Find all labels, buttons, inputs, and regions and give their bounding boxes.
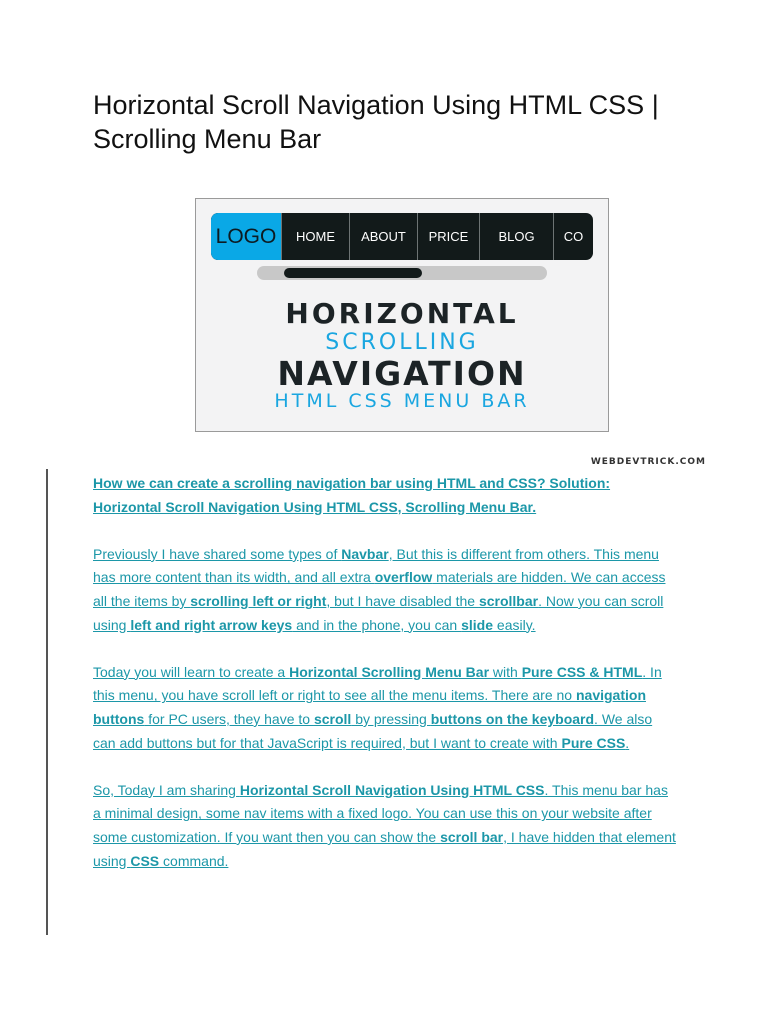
keyword-link[interactable]: left and right arrow keys	[130, 616, 293, 633]
paragraph-link-text[interactable]: by pressing	[351, 710, 431, 727]
demo-scroll-thumb	[284, 268, 422, 278]
keyword-link[interactable]: Pure CSS	[561, 734, 626, 751]
paragraph-link-text[interactable]: easily.	[493, 616, 536, 633]
article-paragraph[interactable]	[93, 543, 678, 637]
page-title: Horizontal Scroll Navigation Using HTML CSS | Scrolling Menu Bar	[93, 90, 659, 154]
paragraph-link-text[interactable]: Previously I have shared some types of	[93, 545, 342, 562]
keyword-link[interactable]: overflow	[374, 569, 433, 586]
demo-menu-item-co: CO	[553, 213, 593, 260]
keyword-link[interactable]: scroll	[313, 710, 352, 727]
keyword-link[interactable]: CSS	[130, 852, 160, 869]
paragraph-link-text[interactable]: materials are hidden. We can access all the items by	[93, 569, 666, 609]
demo-scroll-track	[257, 266, 547, 280]
article-hero-image	[195, 198, 609, 432]
paragraph-link-text[interactable]: .	[625, 734, 630, 751]
paragraph-link-text[interactable]: So, Today I am sharing	[93, 781, 240, 798]
paragraph-link-text[interactable]: . Now you can scroll using	[93, 592, 664, 633]
paragraph-link-text[interactable]: . We also can add buttons but for that JavaScript is required, but I want to create with	[93, 710, 653, 751]
demo-logo: LOGO	[211, 213, 281, 260]
keyword-link[interactable]: How we can create a scrolling navigation bar using HTML and CSS? Solution: Horizontal Scroll Navigation Using HTML CSS, Scrolling Menu Bar.	[93, 475, 611, 515]
demo-menu-item-home: HOME	[281, 213, 349, 260]
keyword-link[interactable]: scrollbar	[478, 592, 539, 609]
paragraph-link-text[interactable]: . This menu bar has a minimal design, some nav items with a fixed logo. You can use this on your website after some customization. If you want then you can show the	[93, 781, 668, 845]
keyword-link[interactable]: scrolling left or right	[190, 592, 327, 609]
paragraph-link-text[interactable]: , But this is different from others. This menu has more content than its width, and all extra	[93, 545, 659, 586]
paragraph-link-text[interactable]: command.	[159, 852, 229, 869]
demo-menu-item-blog: BLOG	[479, 213, 553, 260]
keyword-link[interactable]: Horizontal Scroll Navigation Using HTML CSS	[239, 781, 545, 798]
keyword-link[interactable]: slide	[461, 616, 494, 633]
paragraph-link-text[interactable]: , but I have disabled the	[326, 592, 479, 609]
keyword-link[interactable]: Horizontal Scrolling Menu Bar	[289, 663, 490, 680]
hero-headline-scrolling: SCROLLING	[325, 330, 479, 355]
margin-divider	[46, 469, 48, 935]
paragraph-link-text[interactable]: , I have hidden that element using	[93, 828, 676, 869]
keyword-link[interactable]: Navbar	[341, 545, 389, 562]
hero-headline-horizontal: HORIZONTAL	[285, 297, 519, 330]
article-paragraph[interactable]	[93, 779, 678, 873]
demo-navbar	[211, 213, 593, 260]
keyword-link[interactable]: navigation buttons	[93, 687, 646, 727]
keyword-link[interactable]: buttons on the keyboard	[430, 710, 595, 727]
article-paragraph[interactable]	[93, 472, 678, 519]
paragraph-link-text[interactable]: Today you will learn to create a	[93, 663, 290, 680]
hero-headline-navigation: NAVIGATION	[277, 354, 527, 393]
keyword-link[interactable]: scroll bar	[440, 828, 504, 845]
demo-menu-item-about: ABOUT	[349, 213, 417, 260]
demo-menu-item-price: PRICE	[417, 213, 479, 260]
paragraph-link-text[interactable]: . In this menu, you have scroll left or right to see all the menu items. There are no	[93, 663, 662, 704]
article-body	[93, 472, 678, 897]
keyword-link[interactable]: Pure CSS & HTML	[521, 663, 643, 680]
image-credit: WEBDEVTRICK.COM	[590, 457, 706, 467]
article-paragraph[interactable]	[93, 661, 678, 755]
paragraph-link-text[interactable]: with	[489, 663, 522, 680]
demo-menu	[281, 213, 593, 260]
hero-headline-menu-bar: HTML CSS MENU BAR	[274, 390, 530, 412]
paragraph-link-text[interactable]: for PC users, they have to	[144, 710, 314, 727]
paragraph-link-text[interactable]: and in the phone, you can	[292, 616, 462, 633]
